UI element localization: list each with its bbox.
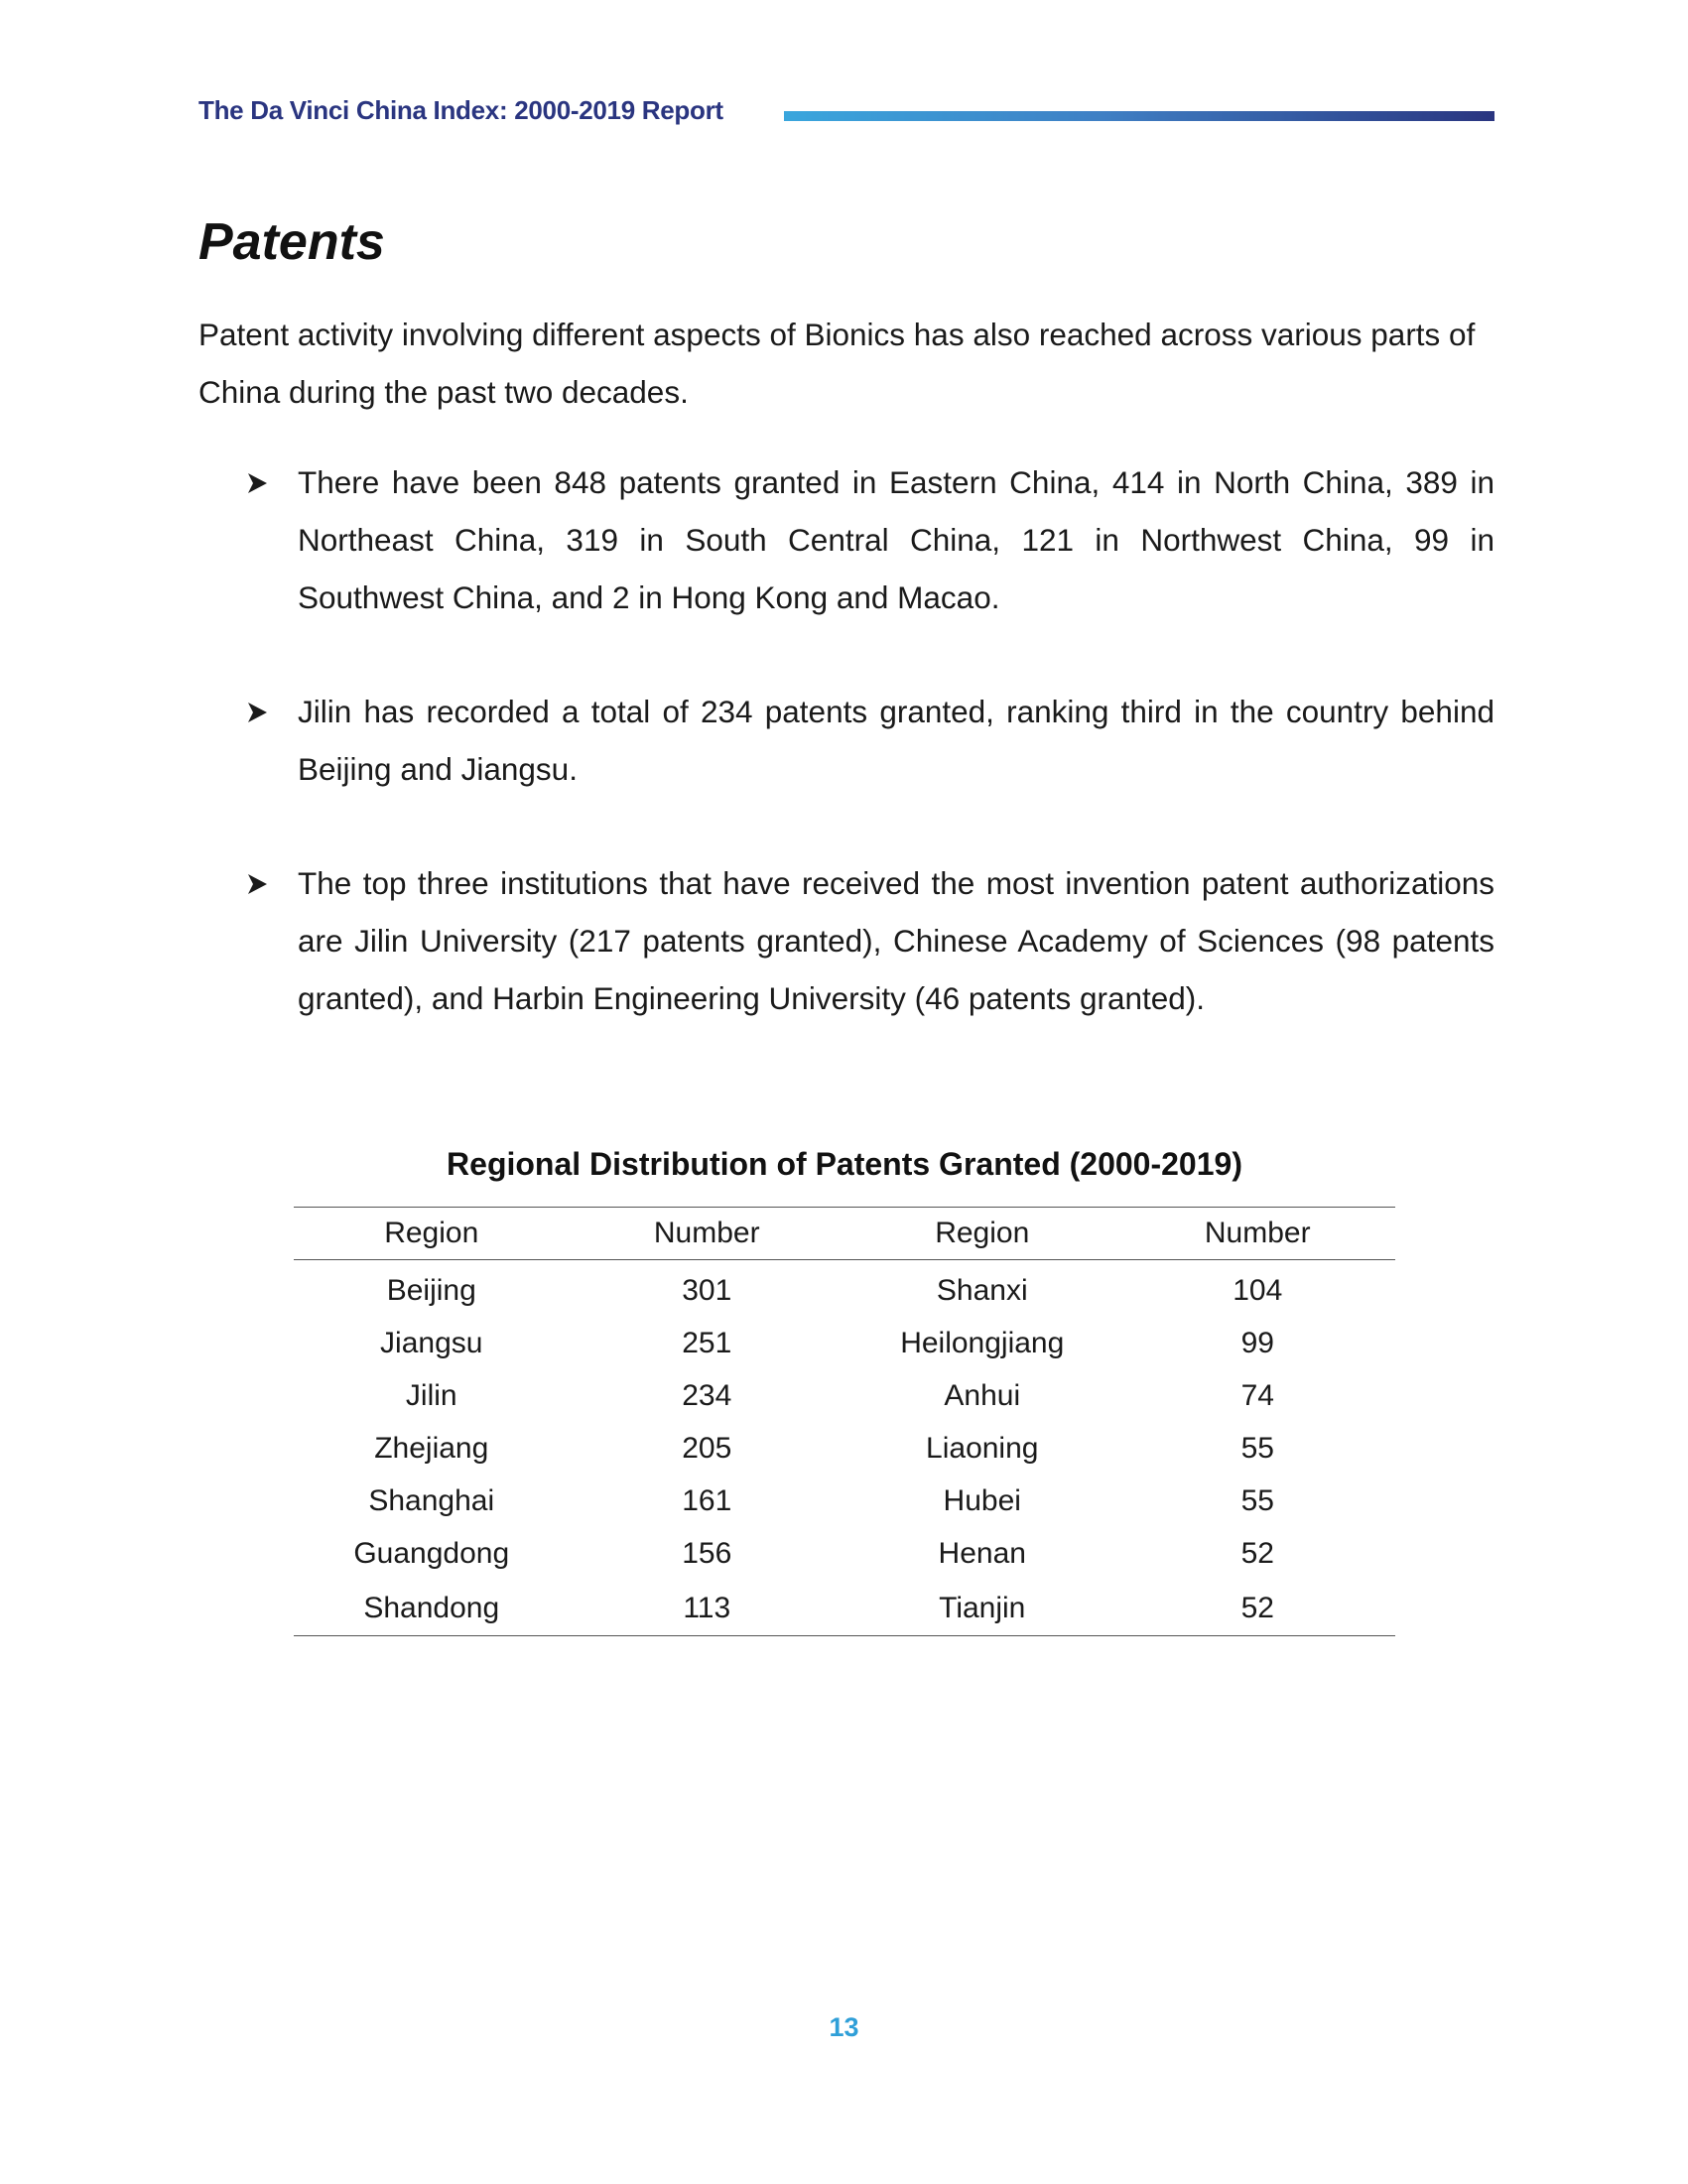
table-row	[294, 1369, 1395, 1422]
number-cell: 74	[1240, 1379, 1274, 1412]
table-header-row	[294, 1208, 1395, 1260]
table-title: Regional Distribution of Patents Granted (2000-2019)	[447, 1146, 1242, 1182]
bullet-list	[246, 453, 1494, 1027]
table-row	[294, 1527, 1395, 1580]
region-cell: Shanxi	[936, 1274, 1028, 1307]
region-cell: Jilin	[405, 1379, 457, 1412]
bullet-text: There have been 848 patents granted in Eastern China, 414 in North China, 389 in Northeast China, 319 in South Central China, 121 in Northwest China, 99 in Southwest China, and 2 in Hong Kong and Macao.	[298, 464, 1494, 615]
number-cell: 251	[682, 1327, 732, 1359]
bullet-text: The top three institutions that have received the most invention patent authorizations are Jilin University (217 patents granted), Chinese Academy of Sciences (98 patents granted), and Harbin Engineering University (46 patents granted).	[298, 865, 1494, 1016]
page-number: 13	[829, 2012, 859, 2042]
number-cell: 156	[682, 1537, 732, 1570]
number-cell: 205	[682, 1432, 732, 1465]
number-cell: 113	[683, 1591, 731, 1624]
patents-table	[294, 1207, 1395, 1636]
table-row	[294, 1317, 1395, 1369]
column-header: Number	[1204, 1217, 1311, 1249]
section-title: Patents	[198, 213, 385, 271]
number-cell: 99	[1240, 1327, 1274, 1359]
arrowhead-bullet-icon	[246, 873, 268, 895]
bullet-text: Jilin has recorded a total of 234 patents granted, ranking third in the country behind Beijing and Jiangsu.	[298, 694, 1494, 787]
region-cell: Jiangsu	[380, 1327, 483, 1359]
region-cell: Heilongjiang	[900, 1327, 1065, 1359]
number-cell: 55	[1240, 1432, 1274, 1465]
region-cell: Shandong	[363, 1591, 500, 1624]
number-cell: 52	[1240, 1537, 1274, 1570]
region-cell: Henan	[938, 1537, 1026, 1570]
number-cell: 52	[1240, 1591, 1274, 1624]
bullet-item	[246, 453, 1494, 626]
column-header: Number	[653, 1217, 760, 1249]
table-row	[294, 1260, 1395, 1318]
report-header-title: The Da Vinci China Index: 2000-2019 Report	[198, 95, 723, 125]
region-cell: Shanghai	[368, 1484, 495, 1517]
column-header: Region	[935, 1217, 1030, 1249]
number-cell: 161	[682, 1484, 732, 1517]
number-cell: 234	[682, 1379, 732, 1412]
bullet-item	[246, 854, 1494, 1027]
table-row	[294, 1475, 1395, 1527]
number-cell: 301	[682, 1274, 732, 1307]
header-accent-bar	[784, 111, 1494, 121]
arrowhead-bullet-icon	[246, 472, 268, 494]
region-cell: Beijing	[386, 1274, 476, 1307]
arrowhead-bullet-icon	[246, 702, 268, 723]
number-cell: 104	[1233, 1274, 1283, 1307]
region-cell: Hubei	[943, 1484, 1021, 1517]
region-cell: Zhejiang	[374, 1432, 489, 1465]
table-row	[294, 1422, 1395, 1475]
region-cell: Anhui	[944, 1379, 1021, 1412]
bullet-item	[246, 683, 1494, 798]
region-cell: Guangdong	[353, 1537, 510, 1570]
region-cell: Liaoning	[926, 1432, 1039, 1465]
table-row	[294, 1580, 1395, 1636]
region-cell: Tianjin	[939, 1591, 1026, 1624]
number-cell: 55	[1240, 1484, 1274, 1517]
intro-paragraph: Patent activity involving different aspects of Bionics has also reached across various parts of China during the past two decades.	[198, 317, 1476, 410]
column-header: Region	[384, 1217, 479, 1249]
